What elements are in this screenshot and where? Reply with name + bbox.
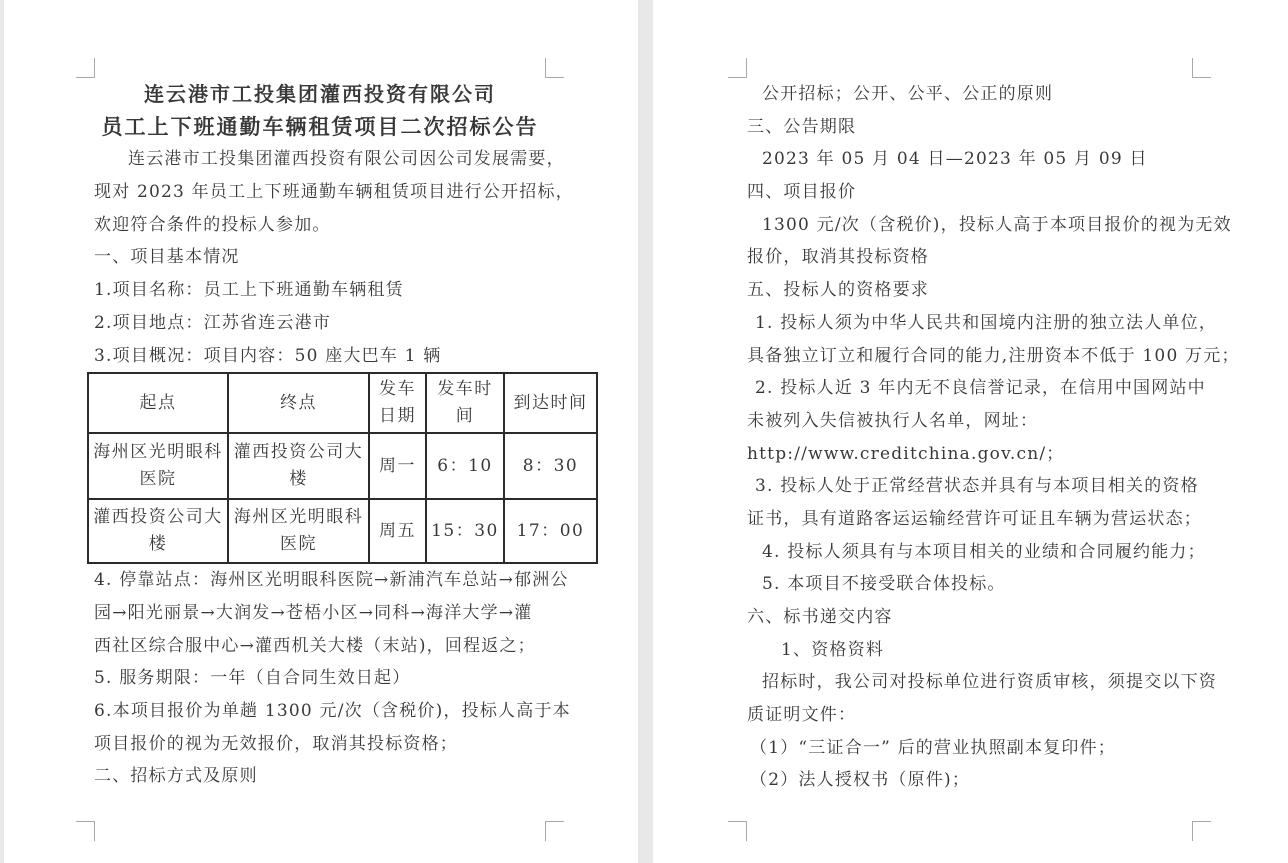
table-cell: 周一 [369, 433, 426, 499]
body-line: 3.项目概况：项目内容：50 座大巴车 1 辆 [94, 345, 442, 366]
body-line: 1300 元/次（含税价)，投标人高于本项目报价的视为无效 [762, 214, 1232, 235]
crop-mark-top-left [76, 58, 95, 78]
section-heading: 五、投标人的资格要求 [747, 280, 929, 301]
crop-mark-top-right [1192, 58, 1211, 78]
page-1 [4, 0, 638, 863]
table-header-row [88, 373, 597, 433]
table-cell: 周五 [369, 499, 426, 563]
body-line: 2.项目地点：江苏省连云港市 [94, 312, 332, 333]
document-title-line-1: 连云港市工投集团灌西投资有限公司 [144, 82, 496, 106]
body-line: 3. 投标人处于正常经营状态并具有与本项目相关的资格 [755, 476, 1199, 497]
table-cell: 海州区光明眼科医院 [88, 433, 228, 499]
section-heading: 二、招标方式及原则 [94, 766, 258, 787]
body-line: 具备独立订立和履行合同的能力,注册资本不低于 100 万元； [747, 345, 1240, 366]
table-header-cell: 起点 [88, 373, 228, 433]
document-title-line-2: 员工上下班通勤车辆租赁项目二次招标公告 [101, 113, 539, 139]
body-line: 公开招标；公开、公平、公正的原则 [762, 84, 1054, 104]
body-line: 证书，具有道路客运运输经营许可证且车辆为营运状态； [747, 508, 1202, 529]
table-header-cell: 发车日期 [369, 373, 426, 433]
body-line: 2. 投标人近 3 年内无不良信誉记录，在信用中国网站中 [755, 378, 1206, 399]
section-heading: 六、标书递交内容 [747, 607, 893, 627]
body-line: 4. 停靠站点：海州区光明眼科医院→新浦汽车总站→郁洲公 [94, 570, 569, 591]
body-line: 现对 2023 年员工上下班通勤车辆租赁项目进行公开招标， [94, 182, 574, 203]
body-line: 5. 本项目不接受联合体投标。 [762, 574, 1006, 595]
body-line: 未被列入失信被执行人名单，网址： [747, 410, 1039, 431]
crop-mark-bottom-right [1192, 821, 1211, 841]
body-line: 欢迎符合条件的投标人参加。 [94, 214, 331, 235]
crop-mark-bottom-left [76, 821, 95, 841]
crop-mark-bottom-right [545, 821, 564, 841]
body-line: 1.项目名称：员工上下班通勤车辆租赁 [94, 280, 404, 301]
section-heading: 四、项目报价 [747, 182, 857, 203]
table-cell: 灌西投资公司大楼 [228, 433, 369, 499]
body-line: 1、资格资料 [781, 639, 885, 660]
bus-schedule-table [87, 372, 598, 564]
crop-mark-top-left [728, 58, 747, 78]
crop-mark-top-right [545, 58, 564, 78]
body-line: （2）法人授权书（原件)； [750, 770, 971, 791]
table-row [88, 433, 597, 499]
body-line: （1）“三证合一” 后的营业执照副本复印件； [750, 737, 1117, 758]
body-line: 5. 服务期限：一年（自合同生效日起） [94, 668, 411, 689]
page-1-content [93, 78, 588, 793]
body-line: 报价，取消其投标资格 [747, 247, 929, 268]
body-line: 招标时，我公司对投标单位进行资质审核，须提交以下资 [762, 672, 1217, 693]
page-2-content [747, 78, 1240, 797]
table-header-cell: 终点 [228, 373, 369, 433]
body-line: 连云港市工投集团灌西投资有限公司因公司发展需要， [128, 149, 565, 170]
page-2 [653, 0, 1288, 863]
body-line: 质证明文件： [747, 705, 857, 726]
table-cell: 15：30 [426, 499, 504, 563]
table-header-cell: 到达时间 [504, 373, 597, 433]
section-heading: 一、项目基本情况 [94, 247, 240, 268]
table-cell: 6：10 [426, 433, 504, 499]
table-cell: 17：00 [504, 499, 597, 563]
body-line: 项目报价的视为无效报价，取消其投标资格； [94, 733, 458, 754]
table-cell: 海州区光明眼科医院 [228, 499, 369, 563]
body-line: 6.本项目报价为单趟 1300 元/次（含税价)，投标人高于本 [94, 700, 571, 721]
body-line website-url: http://www.creditchina.gov.cn/； [747, 443, 1065, 464]
section-heading: 三、公告期限 [747, 116, 857, 137]
table-header-cell: 发车时间 [426, 373, 504, 433]
body-line: 4. 投标人须具有与本项目相关的业绩和合同履约能力； [762, 541, 1206, 562]
table-row [88, 499, 597, 563]
body-line: 1. 投标人须为中华人民共和国境内注册的独立法人单位， [755, 312, 1218, 333]
page-gap [638, 0, 653, 863]
table-cell: 灌西投资公司大楼 [88, 499, 228, 563]
crop-mark-bottom-left [728, 821, 747, 841]
table-cell: 8：30 [504, 433, 597, 499]
body-line: 西社区综合服中心→灌西机关大楼（末站)，回程返之； [94, 635, 536, 656]
body-line: 2023 年 05 月 04 日—2023 年 05 月 09 日 [762, 149, 1148, 170]
body-line: 园→阳光丽景→大润发→苍梧小区→同科→海洋大学→灌 [94, 602, 533, 623]
